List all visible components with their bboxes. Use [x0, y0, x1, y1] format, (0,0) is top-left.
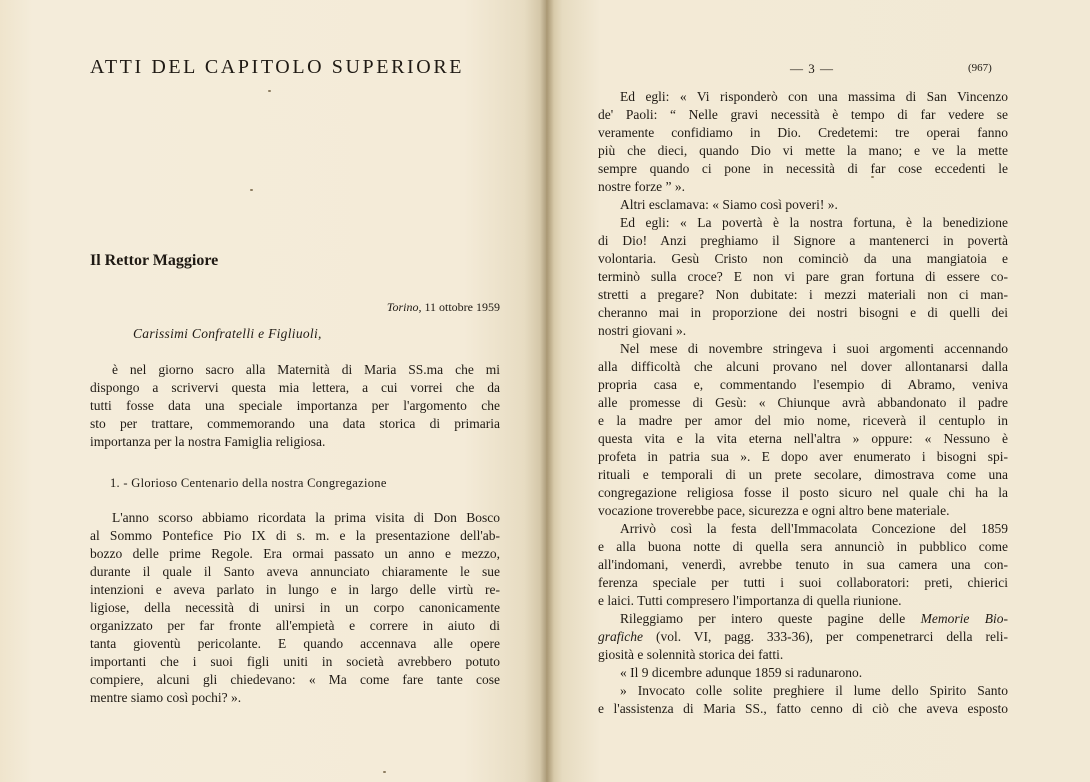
- paragraph-line: all'indomani, venerdì, avrebbe tenuto in sua camera una con-: [598, 557, 1008, 572]
- paragraph-line: L'anno scorso abbiamo ricordata la prima visita di Don Bosco: [112, 510, 500, 525]
- paragraph-line: e laici. Tutti compresero l'importanza di quella riunione.: [598, 593, 902, 608]
- paragraph-line: mentre siamo così pochi? ».: [90, 690, 242, 705]
- paragraph-line: bozzo delle prime Regole. Era ormai passato un anno e mezzo,: [90, 546, 500, 561]
- paragraph-line: congregazione religiosa fosse il posto sicuro nel quale chi ha la: [598, 485, 1008, 500]
- dateline-date: 11 ottobre 1959: [424, 300, 500, 314]
- paragraph-line: e la madre per amor del mio nome, riceverà il centuplo in: [598, 413, 1008, 428]
- running-page-number: (967): [968, 62, 992, 74]
- paragraph-line: Rileggiamo per intero queste pagine delle Memorie Bio-: [620, 611, 1008, 626]
- paragraph-line: ligiose, della necessità di unirsi in un corpo canonicamente: [90, 600, 500, 615]
- paper-speck: [268, 90, 271, 92]
- paragraph-line: veramente confidiamo in Dio. Credetemi: tre operai fanno: [598, 125, 1008, 140]
- paragraph-line: propria casa e, commentando l'esempio di Abramo, veniva: [598, 377, 1008, 392]
- paragraph-line: vocazione troverebbe pace, sicurezza e ogni altro bene materiale.: [598, 503, 950, 518]
- paragraph-line: organizzato per far fronte all'empietà e correre in aiuto di: [90, 618, 500, 633]
- paragraph-line: sempre quando ci pone in necessità di far cose eccedenti le: [598, 161, 1008, 176]
- paragraph-line: de' Paoli: “ Nelle gravi necessità è tempo di far vedere se: [598, 107, 1008, 122]
- running-title: ATTI DEL CAPITOLO SUPERIORE: [90, 56, 465, 78]
- paragraph-line: dispongo a scrivervi questa mia lettera, a cui vorrei che da: [90, 380, 500, 395]
- paragraph-line: giosità e solennità storica dei fatti.: [598, 647, 784, 662]
- paragraph-line: e alla buona notte di quella sera annunciò in pubblico come: [598, 539, 1008, 554]
- paragraph-line: cheranno mai in proporzione dei nostri bisogni e di quelli dei: [598, 305, 1008, 320]
- opening-paragraph: [90, 361, 500, 451]
- paragraph-line: alle promesse di Gesù: « Chiunque avrà abbandonato il padre: [598, 395, 1008, 410]
- paragraph-line: compiere, alcuni gli chiedevano: « Ma come fare tante cose: [90, 672, 500, 687]
- paragraph-line: intenzioni e aveva parlato in lungo e in largo delle virtù re-: [90, 582, 500, 597]
- salutation: Carissimi Confratelli e Figliuoli,: [133, 326, 322, 341]
- paragraph-line: ferenza speciale per tutti i suoi collaboratori: preti, chierici: [598, 575, 1008, 590]
- paragraph-line: nostri giovani ».: [598, 323, 687, 338]
- chapter-subheading: 1. - Glorioso Centenario della nostra Congregazione: [110, 476, 387, 490]
- paragraph-line: questa vita e la vita eterna nell'altra » oppure: « Nessuno è: [598, 431, 1008, 446]
- paragraph-line: più che dieci, quando Dio vi mette la mano; e ve la mette: [598, 143, 1008, 158]
- section-title: Il Rettor Maggiore: [90, 252, 219, 269]
- paragraph-line: » Invocato colle solite preghiere il lume dello Spirito Santo: [620, 683, 1008, 698]
- paragraph-line: alla difficoltà che alcuni provano nel dover allontanarsi dalla: [598, 359, 1008, 374]
- paragraph-line: importanza per la nostra Famiglia religiosa.: [90, 434, 326, 449]
- paragraph-line: volontaria. Gesù Cristo non cominciò da una mangiatoia e: [598, 251, 1008, 266]
- book-gutter: [540, 0, 554, 782]
- paragraph-line: al Sommo Pontefice Pio IX di s. m. e la presentazione dell'ab-: [90, 528, 500, 543]
- paragraph-line: nostre forze ” ».: [598, 179, 685, 194]
- dateline: [300, 300, 500, 315]
- paragraph-line: Arrivò così la festa dell'Immacolata Concezione del 1859: [620, 521, 1008, 536]
- paragraph-line: durante il quale il Santo aveva annunciato chiaramente le sue: [90, 564, 500, 579]
- paragraph-line: terminò sulla croce? E non vi pare gran fortuna di essere co-: [598, 269, 1008, 284]
- paragraph-line: tutti fosse data una speciale importanza per l'argomento che: [90, 398, 500, 413]
- paragraph-line: Altri esclamava: « Siamo così poveri! ».: [620, 197, 838, 212]
- paragraph-line: Ed egli: « Vi risponderò con una massima di San Vincenzo: [620, 89, 1008, 104]
- paragraph-line: tanta gioventù pericolante. E quando accennava alle opere: [90, 636, 500, 651]
- paper-speck: [250, 189, 253, 191]
- paragraph-line: di Dio! Anzi preghiamo il Signore a mantenerci in povertà: [598, 233, 1008, 248]
- body-paragraph: [90, 509, 500, 707]
- paragraph-line: e l'assistenza di Maria SS., fatto cenno di ciò che aveva esposto: [598, 701, 1008, 716]
- paragraph-line: è nel giorno sacro alla Maternità di Maria SS.ma che mi: [112, 362, 500, 377]
- paragraph-line: grafiche (vol. VI, pagg. 333-36), per compenetrarci della reli-: [598, 629, 1008, 644]
- paragraph-line: rituali e temporali di un prete secolare, dimostrava come una: [598, 467, 1008, 482]
- right-page-text: [598, 88, 1008, 718]
- paragraph-line: Nel mese di novembre stringeva i suoi argomenti accennando: [620, 341, 1008, 356]
- paragraph-line: importanti che i suoi figli uniti in società avrebbero potuto: [90, 654, 500, 669]
- paper-speck: [383, 771, 386, 773]
- paragraph-line: Ed egli: « La povertà è la nostra fortuna, è la benedizione: [620, 215, 1008, 230]
- paragraph-line: stretti a pregare? Non dubitate: i mezzi materiali non ci man-: [598, 287, 1008, 302]
- paragraph-line: sto per trattare, commemorando una data storica di primaria: [90, 416, 500, 431]
- paragraph-line: « Il 9 dicembre adunque 1859 si radunarono.: [620, 665, 863, 680]
- dateline-city: Torino,: [386, 300, 422, 314]
- page-number: — 3 —: [790, 61, 834, 76]
- paragraph-line: profeta in patria sua ». E dopo aver enumerato i bisogni spi-: [598, 449, 1008, 464]
